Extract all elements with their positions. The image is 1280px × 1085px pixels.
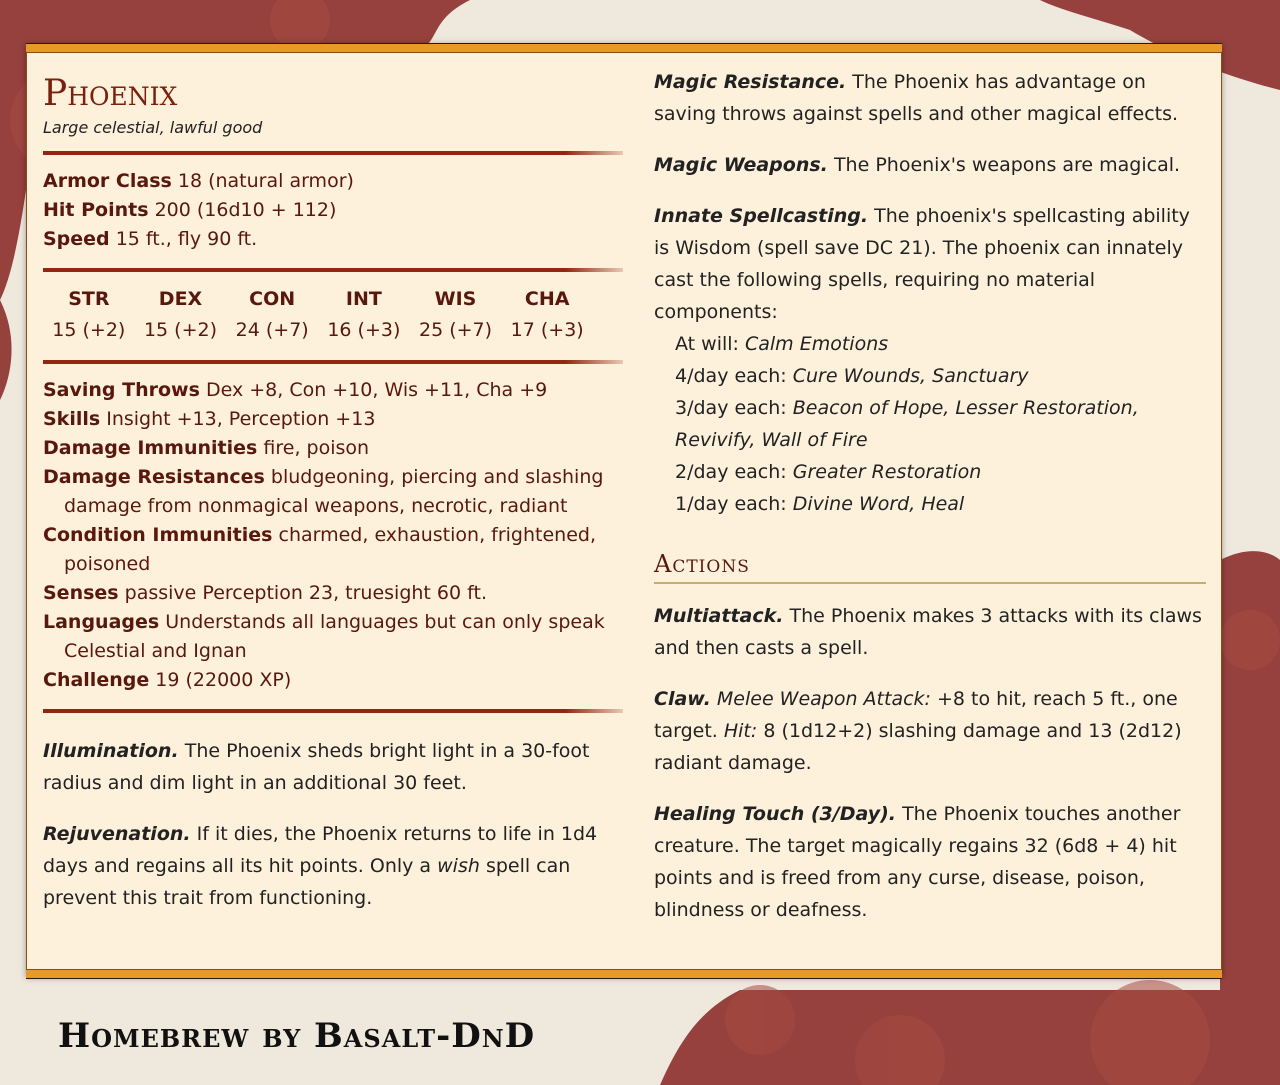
ability-value: 15 (+2) xyxy=(52,319,126,341)
armor-class xyxy=(43,167,623,196)
divider-rule xyxy=(43,709,623,713)
trait-emphasis: wish xyxy=(437,855,480,877)
property-label: Condition Immunities xyxy=(43,524,273,546)
property-value: Dex +8, Con +10, Wis +11, Cha +9 xyxy=(205,379,548,401)
attack-text: +8 to hit, reach 5 ft., one target. xyxy=(654,688,1178,742)
ability-value: 16 (+3) xyxy=(327,319,401,341)
armor-class-label: Armor Class xyxy=(43,170,172,192)
property-label: Senses xyxy=(43,582,119,604)
saving-throws xyxy=(43,376,623,405)
ability-label: DEX xyxy=(158,288,203,310)
ability-label: CON xyxy=(249,288,296,310)
spell-names: Divine Word, Heal xyxy=(792,493,965,515)
spell-frequency: 4/day each: xyxy=(675,365,787,387)
property-value: Understands all languages but can only speak Celestial and Ignan xyxy=(64,611,605,662)
divider-rule xyxy=(43,360,623,364)
action-multiattack xyxy=(654,600,1206,664)
trait-illumination xyxy=(43,735,623,799)
spell-frequency: At will: xyxy=(675,333,739,355)
spell-names: Calm Emotions xyxy=(744,333,889,355)
trait-innate-spellcasting xyxy=(654,200,1206,328)
ability-value: 25 (+7) xyxy=(418,319,493,341)
property-label: Damage Resistances xyxy=(43,466,265,488)
hit-points-label: Hit Points xyxy=(43,199,149,221)
hit-text: 8 (1d12+2) slashing damage and 13 (2d12) radiant damage. xyxy=(654,720,1182,774)
spell-frequency: 2/day each: xyxy=(675,461,787,483)
spell-row-1-day xyxy=(654,488,1206,520)
ability-label: WIS xyxy=(434,288,477,310)
trait-text: The Phoenix sheds bright light in a 30-foot radius and dim light in an additional 30 feet. xyxy=(43,740,590,794)
trait-title: Illumination. xyxy=(43,740,179,762)
trait-title: Magic Weapons. xyxy=(654,154,828,176)
ability-int xyxy=(318,284,410,346)
spell-names: Cure Wounds, Sanctuary xyxy=(792,365,1029,387)
trait-rejuvenation xyxy=(43,818,623,914)
property-label: Challenge xyxy=(43,669,150,691)
divider-rule xyxy=(43,151,623,155)
speed xyxy=(43,225,623,254)
trait-title: Innate Spellcasting. xyxy=(654,205,869,227)
ability-value: 15 (+2) xyxy=(143,319,218,341)
trait-text: spell can prevent this trait from functioning. xyxy=(43,855,571,909)
ability-dex xyxy=(135,284,227,346)
trait-text: If it dies, the Phoenix returns to life in 1d4 days and regains all its hit points. Only a xyxy=(43,823,598,877)
ability-label: CHA xyxy=(524,288,570,310)
damage-immunities xyxy=(43,434,623,463)
challenge xyxy=(43,666,623,695)
spell-row-at-will xyxy=(654,328,1206,360)
armor-class-value: 18 (natural armor) xyxy=(177,170,354,192)
speed-value: 15 ft., fly 90 ft. xyxy=(115,228,258,250)
spell-names: Beacon of Hope, Lesser Restoration, Revivify, Wall of Fire xyxy=(675,397,1139,451)
hit-label: Hit: xyxy=(723,720,758,742)
skills xyxy=(43,405,623,434)
hit-points-value: 200 (16d10 + 112) xyxy=(154,199,337,221)
trait-text: The phoenix's spellcasting ability is Wisdom (spell save DC 21). The phoenix can innately cast the following spells, requiring no material components: xyxy=(654,205,1190,323)
stat-block-card xyxy=(26,44,1222,978)
ability-value: 24 (+7) xyxy=(235,319,309,341)
trait-magic-resistance xyxy=(654,66,1206,130)
spell-list xyxy=(654,328,1206,520)
action-healing-touch xyxy=(654,798,1206,926)
creature-name: Phoenix xyxy=(43,73,178,114)
right-column xyxy=(654,66,1206,945)
hit-points xyxy=(43,196,623,225)
property-value: Insight +13, Perception +13 xyxy=(106,408,376,430)
property-value: charmed, exhaustion, frightened, poisoned xyxy=(64,524,596,575)
spell-row-4-day xyxy=(654,360,1206,392)
spell-row-2-day xyxy=(654,456,1206,488)
action-claw xyxy=(654,683,1206,779)
action-title: Healing Touch (3/Day). xyxy=(654,803,897,825)
ability-value: 17 (+3) xyxy=(510,319,584,341)
actions-heading: Actions xyxy=(654,550,1206,584)
property-value: 19 (22000 XP) xyxy=(155,669,292,691)
basic-stats xyxy=(43,167,623,254)
property-label: Damage Immunities xyxy=(43,437,258,459)
property-value: fire, poison xyxy=(263,437,370,459)
trait-text: The Phoenix's weapons are magical. xyxy=(833,154,1181,176)
ability-scores xyxy=(43,284,593,346)
property-label: Languages xyxy=(43,611,160,633)
spell-frequency: 3/day each: xyxy=(675,397,787,419)
trait-magic-weapons xyxy=(654,149,1206,181)
action-text: The Phoenix makes 3 attacks with its claws and then casts a spell. xyxy=(654,605,1202,659)
ability-wis xyxy=(410,284,502,346)
ability-label: INT xyxy=(345,288,382,310)
divider-rule xyxy=(43,268,623,272)
homebrew-credit: Homebrew by Basalt-DnD xyxy=(58,1016,536,1056)
spell-frequency: 1/day each: xyxy=(675,493,787,515)
trait-text: The Phoenix has advantage on saving throws against spells and other magical effects. xyxy=(654,71,1179,125)
speed-label: Speed xyxy=(43,228,110,250)
left-column xyxy=(43,66,623,933)
ability-cha xyxy=(501,284,593,346)
attack-type: Melee Weapon Attack: xyxy=(716,688,931,710)
languages xyxy=(43,608,623,666)
spell-row-3-day xyxy=(654,392,1206,456)
trait-title: Magic Resistance. xyxy=(654,71,847,93)
damage-resistances xyxy=(43,463,623,521)
ability-label: STR xyxy=(68,288,110,310)
creature-subtitle: Large celestial, lawful good xyxy=(43,118,263,137)
action-text: The Phoenix touches another creature. The target magically regains 32 (6d8 + 4) hit points and is freed from any curse, disease, poison, blindness or deafness. xyxy=(654,803,1181,921)
ability-str xyxy=(43,284,135,346)
property-value: passive Perception 23, truesight 60 ft. xyxy=(124,582,487,604)
properties-list xyxy=(43,376,623,695)
property-label: Skills xyxy=(43,408,101,430)
condition-immunities xyxy=(43,521,623,579)
senses xyxy=(43,579,623,608)
property-label: Saving Throws xyxy=(43,379,200,401)
spell-names: Greater Restoration xyxy=(792,461,982,483)
ability-con xyxy=(226,284,318,346)
property-value: bludgeoning, piercing and slashing damage from nonmagical weapons, necrotic, radiant xyxy=(64,466,604,517)
trait-title: Rejuvenation. xyxy=(43,823,191,845)
action-title: Claw. xyxy=(654,688,711,710)
action-title: Multiattack. xyxy=(654,605,784,627)
